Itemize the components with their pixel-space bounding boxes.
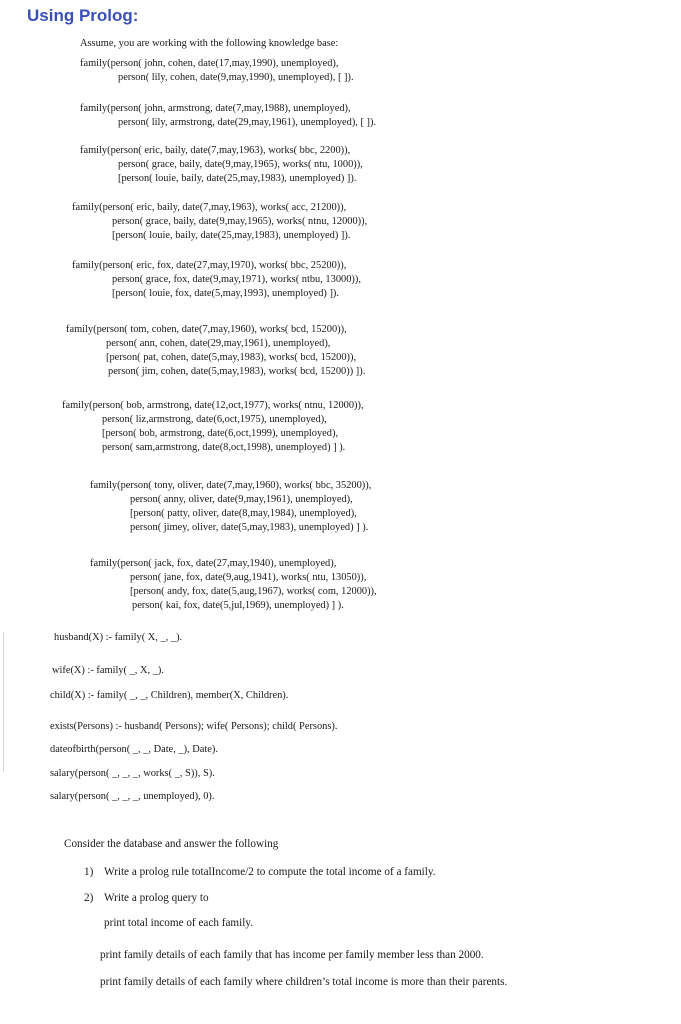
family-6-line-1: family(person( tom, cohen, date(7,may,1960), works( bcd, 15200)),	[66, 324, 347, 335]
family-8-line-4: person( jimey, oliver, date(5,may,1983), unemployed) ] ).	[130, 522, 369, 533]
family-7-line-2: person( liz,armstrong, date(6,oct,1975), unemployed),	[102, 414, 327, 425]
family-1-line-2: person( lily, cohen, date(9,may,1990), unemployed), [ ]).	[118, 72, 354, 83]
family-3-line-3: [person( louie, baily, date(25,may,1983), unemployed) ]).	[118, 173, 357, 184]
family-4-line-2: person( grace, baily, date(9,may,1965), works( ntnu, 12000)),	[112, 216, 368, 227]
rule-dateofbirth: dateofbirth(person( _, _, Date, _), Date).	[50, 744, 218, 755]
rule-husband: husband(X) :- family( X, _, _).	[54, 632, 183, 643]
family-5-line-3: [person( louie, fox, date(5,may,1993), unemployed) ]).	[112, 288, 339, 299]
family-6-line-4: person( jim, cohen, date(5,may,1983), works( bcd, 15200)) ]).	[108, 366, 366, 377]
family-4-line-1: family(person( eric, baily, date(7,may,1963), works( acc, 21200)),	[72, 202, 347, 213]
family-8-line-1: family(person( tony, oliver, date(7,may,1960), works( bbc, 35200)),	[90, 480, 372, 491]
family-5-line-1: family(person( eric, fox, date(27,may,1970), works( bbc, 25200)),	[72, 260, 347, 271]
query-item-2: print family details of each family that has income per family member less than 2000.	[100, 949, 484, 961]
family-3-line-1: family(person( eric, baily, date(7,may,1963), works( bbc, 2200)),	[80, 145, 351, 156]
question-2-text: Write a prolog query to	[104, 892, 209, 904]
rule-child: child(X) :- family( _, _, Children), member(X, Children).	[50, 690, 289, 701]
query-item-1: print total income of each family.	[104, 917, 254, 929]
consider-text: Consider the database and answer the following	[64, 838, 279, 850]
margin-divider	[3, 632, 4, 772]
rule-exists: exists(Persons) :- husband( Persons); wife( Persons); child( Persons).	[50, 721, 338, 732]
family-3-line-2: person( grace, baily, date(9,may,1965), works( ntu, 1000)),	[118, 159, 363, 170]
family-9-line-3: [person( andy, fox, date(5,aug,1967), works( com, 12000)),	[130, 586, 377, 597]
family-9-line-4: person( kai, fox, date(5,jul,1969), unemployed) ] ).	[132, 600, 344, 611]
family-6-line-3: [person( pat, cohen, date(5,may,1983), works( bcd, 15200)),	[106, 352, 357, 363]
family-7-line-1: family(person( bob, armstrong, date(12,oct,1977), works( ntnu, 12000)),	[62, 400, 364, 411]
family-7-line-4: person( sam,armstrong, date(8,oct,1998), unemployed) ] ).	[102, 442, 346, 453]
family-8-line-3: [person( patty, oliver, date(8,may,1984), unemployed),	[130, 508, 357, 519]
family-6-line-2: person( ann, cohen, date(29,may,1961), unemployed),	[106, 338, 331, 349]
intro-text: Assume, you are working with the following knowledge base:	[80, 38, 339, 49]
family-9-line-2: person( jane, fox, date(9,aug,1941), works( ntu, 13050)),	[130, 572, 367, 583]
family-5-line-2: person( grace, fox, date(9,may,1971), works( ntbu, 13000)),	[112, 274, 361, 285]
family-2-line-2: person( lily, armstrong, date(29,may,1961), unemployed), [ ]).	[118, 117, 377, 128]
family-8-line-2: person( anny, oliver, date(9,may,1961), unemployed),	[130, 494, 353, 505]
family-9-line-1: family(person( jack, fox, date(27,may,1940), unemployed),	[90, 558, 337, 569]
rule-salary-unemployed: salary(person( _, _, _, unemployed), 0).	[50, 791, 215, 802]
family-4-line-3: [person( louie, baily, date(25,may,1983), unemployed) ]).	[112, 230, 351, 241]
rule-wife: wife(X) :- family( _, X, _).	[52, 665, 164, 676]
family-1-line-1: family(person( john, cohen, date(17,may,1990), unemployed),	[80, 58, 339, 69]
question-1-number: 1)	[84, 866, 94, 878]
question-1-text: Write a prolog rule totalIncome/2 to compute the total income of a family.	[104, 866, 436, 878]
page-title: Using Prolog:	[27, 6, 139, 25]
query-item-3: print family details of each family where children’s total income is more than their parents.	[100, 976, 508, 988]
question-2-number: 2)	[84, 892, 94, 904]
family-2-line-1: family(person( john, armstrong, date(7,may,1988), unemployed),	[80, 103, 351, 114]
rule-salary-works: salary(person( _, _, _, works( _, S)), S).	[50, 768, 215, 779]
family-7-line-3: [person( bob, armstrong, date(6,oct,1999), unemployed),	[102, 428, 339, 439]
